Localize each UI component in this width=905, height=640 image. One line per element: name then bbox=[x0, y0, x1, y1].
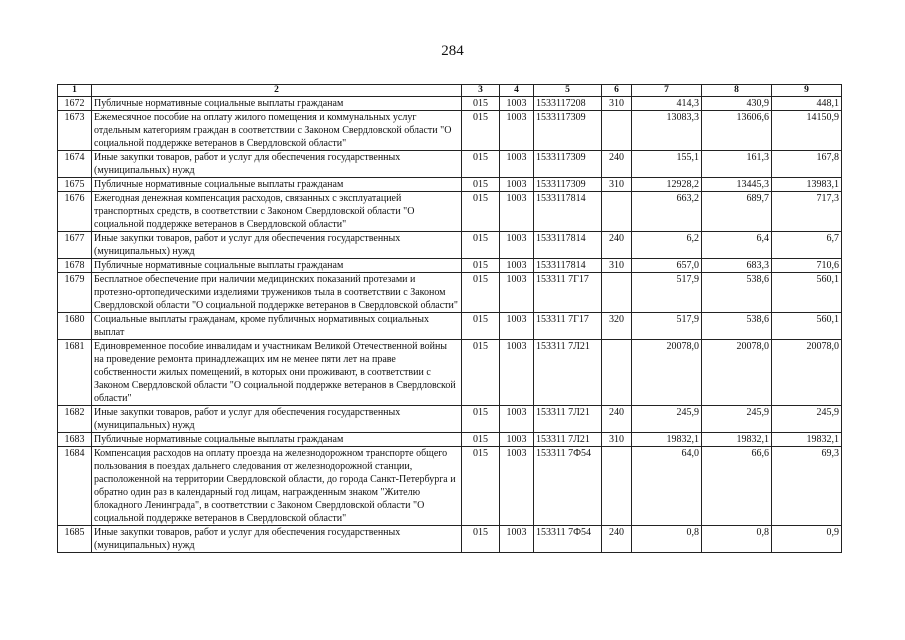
row-code-expense-type bbox=[602, 340, 632, 406]
row-code-expense-type bbox=[602, 192, 632, 232]
row-code-expense-type bbox=[602, 111, 632, 151]
row-value-col8: 66,6 bbox=[702, 447, 772, 526]
table-row bbox=[58, 192, 842, 232]
column-header: 2 bbox=[92, 85, 462, 97]
row-code-ministry: 015 bbox=[462, 97, 500, 111]
row-value-col7: 414,3 bbox=[632, 97, 702, 111]
row-code-expense-type bbox=[602, 447, 632, 526]
row-description: Иные закупки товаров, работ и услуг для обеспечения государственных (муниципальных) нужд bbox=[92, 151, 462, 178]
row-description: Единовременное пособие инвалидам и участникам Великой Отечественной войны на проведение ремонта принадлежащих им не менее пяти лет на праве собственности жилых помещений, в которых они проживают, в соответствии с Законом Свердловской области "О социальной поддержке ветеранов в Свердловской области" bbox=[92, 340, 462, 406]
row-code-target: 153311 7Г17 bbox=[534, 313, 602, 340]
row-value-col8: 538,6 bbox=[702, 313, 772, 340]
row-code-target: 1533117309 bbox=[534, 151, 602, 178]
row-description: Иные закупки товаров, работ и услуг для обеспечения государственных (муниципальных) нужд bbox=[92, 526, 462, 553]
row-value-col9: 560,1 bbox=[772, 273, 842, 313]
row-value-col9: 6,7 bbox=[772, 232, 842, 259]
row-value-col7: 155,1 bbox=[632, 151, 702, 178]
row-code-expense-type: 310 bbox=[602, 259, 632, 273]
row-code-ministry: 015 bbox=[462, 406, 500, 433]
row-description: Иные закупки товаров, работ и услуг для обеспечения государственных (муниципальных) нужд bbox=[92, 406, 462, 433]
column-header: 1 bbox=[58, 85, 92, 97]
row-value-col9: 13983,1 bbox=[772, 178, 842, 192]
row-value-col9: 0,9 bbox=[772, 526, 842, 553]
column-header: 7 bbox=[632, 85, 702, 97]
row-code-target: 153311 7Л21 bbox=[534, 406, 602, 433]
row-value-col7: 0,8 bbox=[632, 526, 702, 553]
row-value-col9: 167,8 bbox=[772, 151, 842, 178]
row-code-target: 1533117309 bbox=[534, 111, 602, 151]
row-code-section: 1003 bbox=[500, 313, 534, 340]
row-value-col8: 13445,3 bbox=[702, 178, 772, 192]
row-value-col9: 710,6 bbox=[772, 259, 842, 273]
row-code-ministry: 015 bbox=[462, 259, 500, 273]
row-code-section: 1003 bbox=[500, 232, 534, 259]
row-value-col8: 19832,1 bbox=[702, 433, 772, 447]
row-value-col9: 560,1 bbox=[772, 313, 842, 340]
row-value-col9: 20078,0 bbox=[772, 340, 842, 406]
row-value-col9: 245,9 bbox=[772, 406, 842, 433]
row-value-col8: 13606,6 bbox=[702, 111, 772, 151]
row-code-section: 1003 bbox=[500, 259, 534, 273]
row-code-ministry: 015 bbox=[462, 313, 500, 340]
row-value-col7: 19832,1 bbox=[632, 433, 702, 447]
table-row bbox=[58, 273, 842, 313]
row-code-ministry: 015 bbox=[462, 232, 500, 259]
row-code-section: 1003 bbox=[500, 97, 534, 111]
column-header: 4 bbox=[500, 85, 534, 97]
column-header: 8 bbox=[702, 85, 772, 97]
row-value-col8: 430,9 bbox=[702, 97, 772, 111]
row-number: 1673 bbox=[58, 111, 92, 151]
row-code-section: 1003 bbox=[500, 273, 534, 313]
row-value-col8: 538,6 bbox=[702, 273, 772, 313]
row-value-col7: 13083,3 bbox=[632, 111, 702, 151]
table-row bbox=[58, 232, 842, 259]
row-value-col9: 69,3 bbox=[772, 447, 842, 526]
row-code-section: 1003 bbox=[500, 526, 534, 553]
row-description: Публичные нормативные социальные выплаты гражданам bbox=[92, 259, 462, 273]
column-header: 5 bbox=[534, 85, 602, 97]
row-code-target: 153311 7Ф54 bbox=[534, 526, 602, 553]
row-code-expense-type: 240 bbox=[602, 232, 632, 259]
row-code-expense-type: 240 bbox=[602, 526, 632, 553]
row-value-col7: 20078,0 bbox=[632, 340, 702, 406]
row-value-col9: 19832,1 bbox=[772, 433, 842, 447]
row-code-ministry: 015 bbox=[462, 433, 500, 447]
table-row bbox=[58, 97, 842, 111]
row-value-col7: 663,2 bbox=[632, 192, 702, 232]
row-value-col7: 64,0 bbox=[632, 447, 702, 526]
table-row bbox=[58, 340, 842, 406]
table-row bbox=[58, 259, 842, 273]
row-value-col8: 683,3 bbox=[702, 259, 772, 273]
row-code-section: 1003 bbox=[500, 447, 534, 526]
row-value-col8: 20078,0 bbox=[702, 340, 772, 406]
table-header bbox=[58, 85, 842, 97]
row-code-section: 1003 bbox=[500, 433, 534, 447]
row-code-ministry: 015 bbox=[462, 340, 500, 406]
row-code-section: 1003 bbox=[500, 340, 534, 406]
row-description: Публичные нормативные социальные выплаты гражданам bbox=[92, 433, 462, 447]
row-description: Ежегодная денежная компенсация расходов, связанных с эксплуатацией транспортных средств, в соответствии с Законом Свердловской области "О социальной поддержке ветеранов в Свердловской области" bbox=[92, 192, 462, 232]
row-number: 1679 bbox=[58, 273, 92, 313]
row-code-expense-type: 320 bbox=[602, 313, 632, 340]
row-code-target: 153311 7Г17 bbox=[534, 273, 602, 313]
row-code-ministry: 015 bbox=[462, 192, 500, 232]
row-value-col8: 6,4 bbox=[702, 232, 772, 259]
row-number: 1676 bbox=[58, 192, 92, 232]
table-row bbox=[58, 447, 842, 526]
row-value-col9: 14150,9 bbox=[772, 111, 842, 151]
budget-table bbox=[57, 84, 842, 553]
row-description: Ежемесячное пособие на оплату жилого помещения и коммунальных услуг отдельным категориям граждан в соответствии с Законом Свердловской области "О социальной поддержке ветеранов в Свердловской области" bbox=[92, 111, 462, 151]
table-row bbox=[58, 151, 842, 178]
column-header: 3 bbox=[462, 85, 500, 97]
table-row bbox=[58, 178, 842, 192]
row-description: Бесплатное обеспечение при наличии медицинских показаний протезами и протезно-ортопедическими изделиями тружеников тыла в соответствии с Законом Свердловской области "О социальной поддержке ветеранов в Свердловской области" bbox=[92, 273, 462, 313]
row-code-section: 1003 bbox=[500, 406, 534, 433]
row-code-ministry: 015 bbox=[462, 111, 500, 151]
row-code-target: 1533117814 bbox=[534, 192, 602, 232]
column-header: 9 bbox=[772, 85, 842, 97]
row-description: Публичные нормативные социальные выплаты гражданам bbox=[92, 178, 462, 192]
row-code-target: 1533117208 bbox=[534, 97, 602, 111]
row-value-col7: 6,2 bbox=[632, 232, 702, 259]
row-value-col7: 517,9 bbox=[632, 313, 702, 340]
row-code-target: 1533117814 bbox=[534, 232, 602, 259]
row-value-col7: 12928,2 bbox=[632, 178, 702, 192]
row-number: 1680 bbox=[58, 313, 92, 340]
row-value-col9: 448,1 bbox=[772, 97, 842, 111]
row-number: 1681 bbox=[58, 340, 92, 406]
row-code-section: 1003 bbox=[500, 192, 534, 232]
page-number: 284 bbox=[441, 43, 464, 59]
row-code-expense-type: 310 bbox=[602, 178, 632, 192]
table-row bbox=[58, 313, 842, 340]
row-value-col7: 245,9 bbox=[632, 406, 702, 433]
row-code-section: 1003 bbox=[500, 151, 534, 178]
row-code-ministry: 015 bbox=[462, 273, 500, 313]
row-code-section: 1003 bbox=[500, 111, 534, 151]
table-row bbox=[58, 406, 842, 433]
row-code-target: 153311 7Ф54 bbox=[534, 447, 602, 526]
row-number: 1677 bbox=[58, 232, 92, 259]
row-description: Публичные нормативные социальные выплаты гражданам bbox=[92, 97, 462, 111]
table-body bbox=[58, 97, 842, 553]
row-code-target: 153311 7Л21 bbox=[534, 340, 602, 406]
row-value-col8: 161,3 bbox=[702, 151, 772, 178]
row-code-section: 1003 bbox=[500, 178, 534, 192]
row-code-target: 153311 7Л21 bbox=[534, 433, 602, 447]
row-code-ministry: 015 bbox=[462, 178, 500, 192]
row-number: 1674 bbox=[58, 151, 92, 178]
table-row bbox=[58, 433, 842, 447]
row-number: 1684 bbox=[58, 447, 92, 526]
row-code-ministry: 015 bbox=[462, 526, 500, 553]
row-description: Компенсация расходов на оплату проезда на железнодорожном транспорте общего пользования в поездах дальнего следования от железнодорожной станции, расположенной на территории Свердловской области, до города Санкт-Петербурга и обратно один раз в календарный год лицам, награжденным знаком "Жителю блокадного Ленинграда", в соответствии с Законом Свердловской области "О социальной поддержке ветеранов в Свердловской области" bbox=[92, 447, 462, 526]
column-header: 6 bbox=[602, 85, 632, 97]
row-number: 1672 bbox=[58, 97, 92, 111]
row-value-col9: 717,3 bbox=[772, 192, 842, 232]
row-value-col7: 657,0 bbox=[632, 259, 702, 273]
row-number: 1675 bbox=[58, 178, 92, 192]
row-description: Иные закупки товаров, работ и услуг для обеспечения государственных (муниципальных) нужд bbox=[92, 232, 462, 259]
row-number: 1683 bbox=[58, 433, 92, 447]
row-description: Социальные выплаты гражданам, кроме публичных нормативных социальных выплат bbox=[92, 313, 462, 340]
row-value-col7: 517,9 bbox=[632, 273, 702, 313]
row-code-expense-type: 240 bbox=[602, 406, 632, 433]
row-value-col8: 689,7 bbox=[702, 192, 772, 232]
row-code-expense-type bbox=[602, 273, 632, 313]
row-number: 1682 bbox=[58, 406, 92, 433]
row-code-expense-type: 240 bbox=[602, 151, 632, 178]
row-number: 1685 bbox=[58, 526, 92, 553]
row-code-ministry: 015 bbox=[462, 447, 500, 526]
row-code-ministry: 015 bbox=[462, 151, 500, 178]
table-row bbox=[58, 526, 842, 553]
row-code-target: 1533117309 bbox=[534, 178, 602, 192]
row-number: 1678 bbox=[58, 259, 92, 273]
row-value-col8: 0,8 bbox=[702, 526, 772, 553]
row-code-expense-type: 310 bbox=[602, 433, 632, 447]
row-code-expense-type: 310 bbox=[602, 97, 632, 111]
row-code-target: 1533117814 bbox=[534, 259, 602, 273]
table-row bbox=[58, 111, 842, 151]
row-value-col8: 245,9 bbox=[702, 406, 772, 433]
